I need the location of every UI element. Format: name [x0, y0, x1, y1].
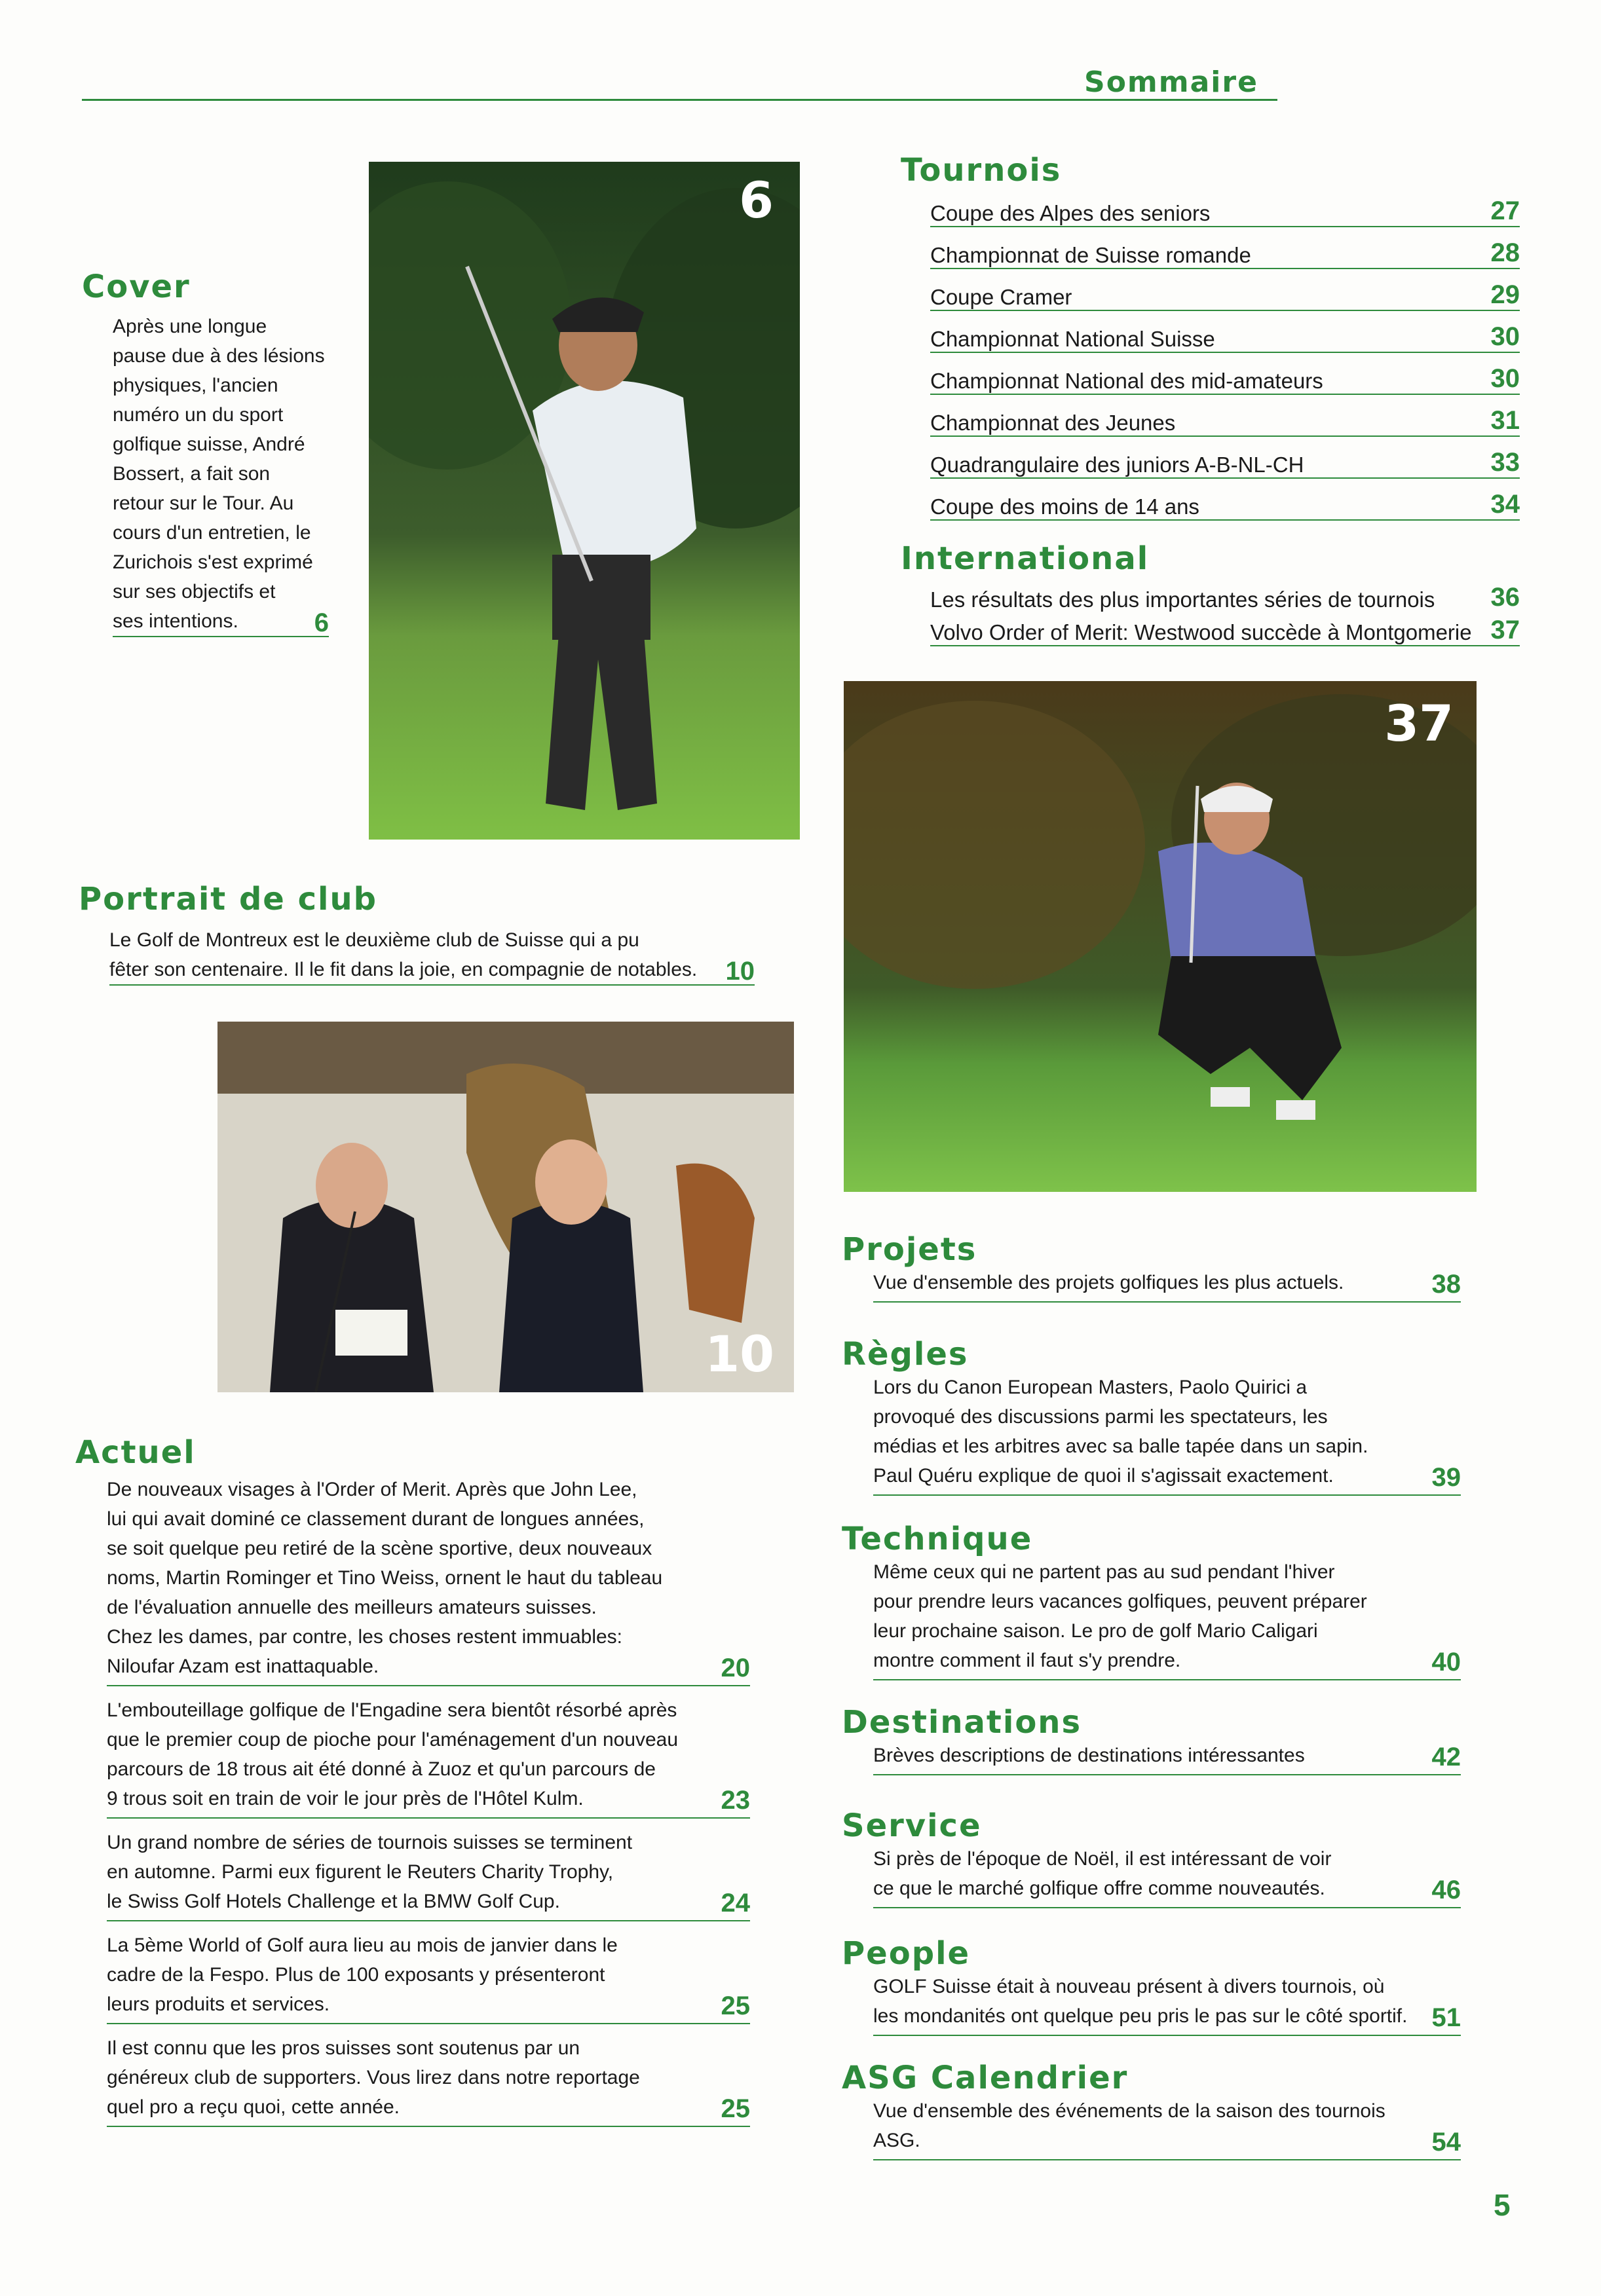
entry-last-line: les mondanités ont quelque peu pris le pas sur le côté sportif. — [873, 2005, 1408, 2027]
entry-last-line: Brèves descriptions de destinations intéressantes — [873, 1745, 1305, 1766]
section-technique — [842, 1521, 1461, 1704]
entry-text: Il est connu que les pros suisses sont soutenus par un généreux club de supporters. Vous lirez dans notre reportage — [107, 2037, 640, 2088]
list-item[interactable] — [873, 1268, 1461, 1303]
entry-page-number: 24 — [721, 1889, 750, 1917]
list-item-page: 34 — [1490, 490, 1520, 519]
tournois-heading: Tournois — [901, 152, 1062, 189]
entry-page-number: 20 — [721, 1654, 750, 1682]
list-item-page: 30 — [1490, 364, 1520, 393]
section-destinations — [842, 1704, 1461, 1807]
entry-page-number: 39 — [1431, 1463, 1461, 1492]
entry-page-number: 54 — [1431, 2128, 1461, 2157]
portrait-last-line — [109, 955, 755, 986]
section-regles — [842, 1336, 1461, 1521]
golfer-crouching-image — [844, 681, 1477, 1192]
cover-last-line — [113, 606, 329, 637]
entry-text: L'embouteillage golfique de l'Engadine sera bientôt résorbé après que le premier coup de pioche pour l'aménagement d'un nouveau parcours de 18 trous ait été donné à Zuoz et qu'un parcours de — [107, 1699, 679, 1780]
list-item[interactable] — [107, 2033, 750, 2127]
list-item-page: 33 — [1490, 448, 1520, 477]
cover-line: sur ses objectifs et — [113, 581, 276, 602]
cover-line: Bossert, a fait son — [113, 463, 271, 485]
portrait-page-number: 10 — [725, 957, 755, 986]
section-heading: Projets — [842, 1231, 977, 1268]
list-item[interactable] — [873, 1972, 1461, 2036]
list-item[interactable] — [930, 353, 1520, 395]
section-heading: Technique — [842, 1521, 1033, 1557]
section-people — [842, 1935, 1461, 2060]
entry-text: Même ceux qui ne partent pas au sud pendant l'hiver pour prendre leurs vacances golfiques, peuvent préparer leur prochaine saison. Le pro de golf Mario Caligari — [873, 1561, 1367, 1642]
tournois-list — [930, 185, 1520, 521]
list-item-page: 31 — [1490, 406, 1520, 435]
entry-last-line: Paul Quéru explique de quoi il s'agissait exactement. — [873, 1465, 1334, 1487]
list-item-page: 30 — [1490, 322, 1520, 351]
list-item[interactable] — [930, 612, 1520, 646]
list-item-label: Championnat des Jeunes — [930, 411, 1176, 435]
list-item[interactable] — [930, 583, 1520, 612]
cover-photo — [369, 162, 800, 840]
list-item[interactable] — [930, 269, 1520, 311]
cover-line: pause due à des lésions — [113, 345, 325, 367]
section-projets — [842, 1231, 1461, 1336]
entry-page-number: 51 — [1431, 2003, 1461, 2032]
portrait-photo — [217, 1022, 794, 1392]
list-item-label: Championnat de Suisse romande — [930, 243, 1251, 267]
cover-heading: Cover — [82, 268, 191, 305]
list-item-label: Championnat National des mid-amateurs — [930, 369, 1323, 393]
cover-line: Zurichois s'est exprimé — [113, 551, 313, 573]
entry-last-line: le Swiss Golf Hotels Challenge et la BMW Golf Cup. — [107, 1891, 560, 1912]
section-heading: Règles — [842, 1336, 969, 1373]
cover-line: retour sur le Tour. Au — [113, 492, 294, 514]
entry-page-number: 38 — [1431, 1270, 1461, 1299]
list-item-page: 36 — [1490, 583, 1520, 612]
list-item-label: Quadrangulaire des juniors A-B-NL-CH — [930, 453, 1304, 477]
list-item[interactable] — [107, 1695, 750, 1819]
entry-text: La 5ème World of Golf aura lieu au mois de janvier dans le cadre de la Fespo. Plus de 100 exposants y présenteront — [107, 1935, 618, 1986]
international-heading: International — [901, 540, 1150, 577]
list-item-label: Coupe des moins de 14 ans — [930, 494, 1199, 519]
golfer-swing-image — [369, 162, 800, 840]
entry-page-number: 46 — [1431, 1876, 1461, 1904]
section-asg-calendrier — [842, 2060, 1461, 2160]
cover-line: cours d'un entretien, le — [113, 522, 311, 544]
entry-text: Un grand nombre de séries de tournois suisses se terminent en automne. Parmi eux figurent le Reuters Charity Trophy, — [107, 1832, 633, 1883]
entry-last-line: Vue d'ensemble des événements de la saison des tournois ASG. — [873, 2100, 1385, 2151]
section-heading: People — [842, 1935, 971, 1972]
cover-line: numéro un du sport — [113, 404, 284, 426]
cover-page-number: 6 — [314, 608, 329, 637]
list-item[interactable] — [930, 227, 1520, 269]
portrait-line: Le Golf de Montreux est le deuxième club de Suisse qui a pu — [109, 929, 639, 951]
list-item[interactable] — [930, 185, 1520, 227]
list-item[interactable] — [107, 1475, 750, 1686]
cover-photo-number: 6 — [739, 171, 774, 229]
list-item-page: 28 — [1490, 238, 1520, 267]
entry-last-line: Vue d'ensemble des projets golfiques les plus actuels. — [873, 1272, 1344, 1293]
portrait-photo-number: 10 — [705, 1325, 774, 1383]
list-item-label: Coupe des Alpes des seniors — [930, 201, 1211, 225]
cover-text — [113, 312, 329, 637]
international-photo-number: 37 — [1384, 694, 1454, 752]
entry-last-line: 9 trous soit en train de voir le jour près de l'Hôtel Kulm. — [107, 1788, 584, 1809]
list-item[interactable] — [107, 1828, 750, 1921]
entry-text: Si près de l'époque de Noël, il est intéressant de voir — [873, 1848, 1332, 1870]
list-item-page: 37 — [1490, 616, 1520, 644]
cover-last-text: ses intentions. — [113, 610, 238, 632]
cover-line: golfique suisse, André — [113, 434, 305, 455]
entry-last-line: quel pro a reçu quoi, cette année. — [107, 2096, 400, 2118]
portrait-heading: Portrait de club — [79, 881, 378, 917]
portrait-text — [109, 925, 755, 986]
list-item[interactable] — [873, 1741, 1461, 1775]
list-item-label: Volvo Order of Merit: Westwood succède à Montgomerie — [930, 620, 1472, 644]
section-service — [842, 1807, 1461, 1935]
list-item[interactable] — [930, 479, 1520, 521]
list-item[interactable] — [930, 437, 1520, 479]
page-header-title: Sommaire — [1084, 65, 1258, 99]
cover-line: physiques, l'ancien — [113, 375, 278, 396]
section-heading: ASG Calendrier — [842, 2060, 1129, 2096]
entry-last-line: montre comment il faut s'y prendre. — [873, 1650, 1181, 1671]
page-number: 5 — [1494, 2188, 1511, 2222]
entry-page-number: 25 — [721, 2094, 750, 2123]
entry-page-number: 25 — [721, 1991, 750, 2020]
list-item[interactable] — [930, 395, 1520, 437]
entry-page-number: 23 — [721, 1786, 750, 1815]
international-list — [930, 583, 1520, 646]
actuel-heading: Actuel — [75, 1434, 196, 1471]
list-item[interactable] — [873, 1373, 1461, 1496]
right-sections — [842, 1231, 1461, 2160]
actuel-list — [107, 1475, 750, 2127]
section-heading: Destinations — [842, 1704, 1082, 1741]
section-heading: Service — [842, 1807, 982, 1844]
list-item[interactable] — [930, 311, 1520, 353]
entry-text: GOLF Suisse était à nouveau présent à divers tournois, où — [873, 1976, 1385, 1997]
entry-text: Lors du Canon European Masters, Paolo Quirici a provoqué des discussions parmi les spectateurs, les médias et les arbitres avec sa balle tapée dans un sapin. — [873, 1377, 1368, 1457]
entry-text: De nouveaux visages à l'Order of Merit. Après que John Lee, lui qui avait dominé ce classement durant de longues années, se soit quelque peu retiré de la scène sportive, deux nouveaux noms, Martin Rominger et Tino Weiss, ornent le haut du tableau de l'évaluation annuelle des meilleurs amateurs suisses. Chez les dames, par contre, les choses restent immuables: — [107, 1479, 663, 1648]
list-item-page: 27 — [1490, 196, 1520, 225]
list-item[interactable] — [873, 2096, 1461, 2160]
list-item-label: Les résultats des plus importantes séries de tournois — [930, 587, 1435, 612]
list-item[interactable] — [873, 1557, 1461, 1680]
list-item-label: Championnat National Suisse — [930, 327, 1215, 351]
portrait-last-text: fêter son centenaire. Il le fit dans la joie, en compagnie de notables. — [109, 959, 698, 980]
cover-line: Après une longue — [113, 316, 267, 337]
international-photo — [844, 681, 1477, 1192]
list-item-page: 29 — [1490, 280, 1520, 309]
entry-page-number: 42 — [1431, 1743, 1461, 1771]
list-item-label: Coupe Cramer — [930, 285, 1072, 309]
entry-page-number: 40 — [1431, 1648, 1461, 1676]
entry-last-line: Niloufar Azam est inattaquable. — [107, 1656, 379, 1677]
entry-last-line: leurs produits et services. — [107, 1993, 330, 2015]
header-rule — [82, 99, 1277, 101]
entry-last-line: ce que le marché golfique offre comme nouveautés. — [873, 1878, 1325, 1899]
list-item[interactable] — [873, 1844, 1461, 1908]
list-item[interactable] — [107, 1931, 750, 2024]
